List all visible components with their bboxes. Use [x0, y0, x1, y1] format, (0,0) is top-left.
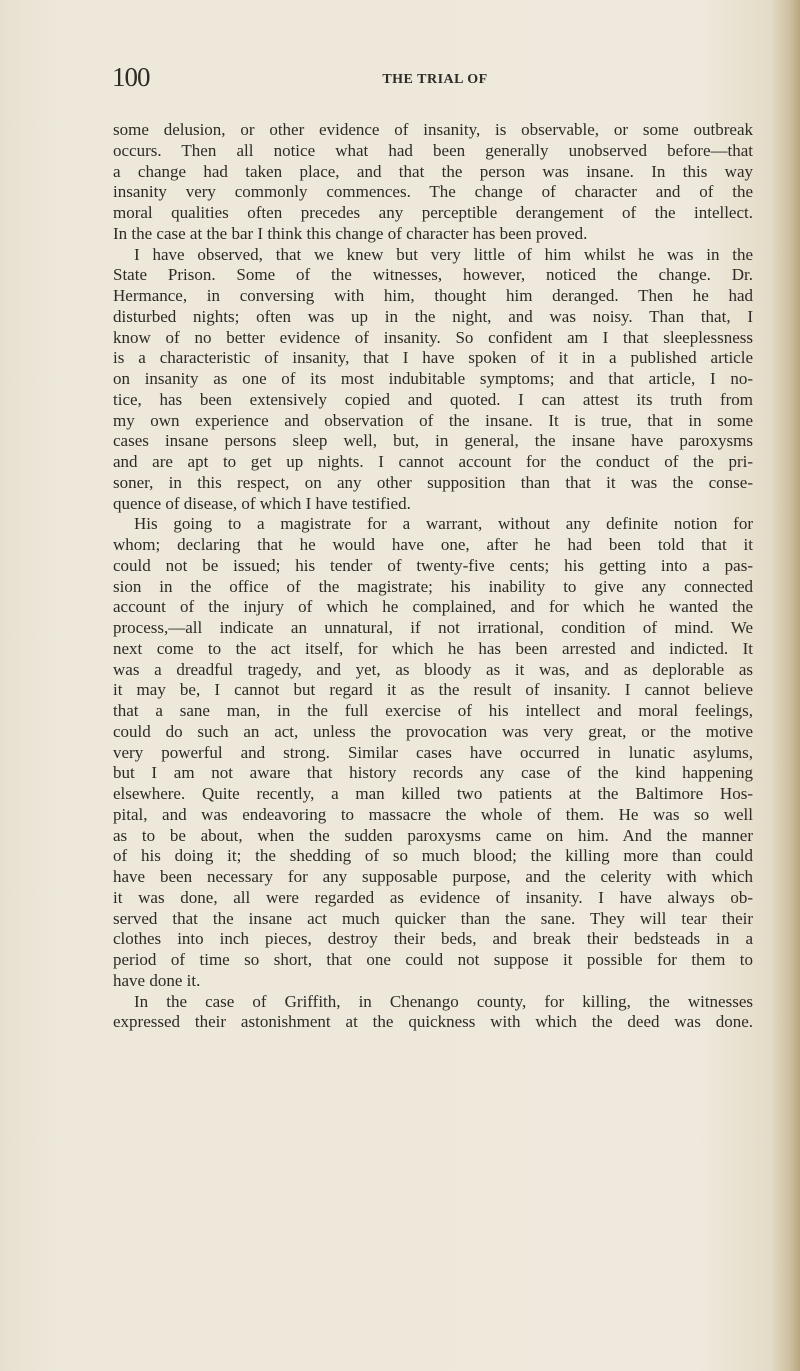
- text-line: whom; declaring that he would have one, after he had been told that it: [113, 535, 753, 554]
- text-line: sion in the office of the magistrate; his inability to give any connected: [113, 576, 753, 596]
- text-line: His going to a magistrate for a warrant, without any definite notion for: [134, 514, 753, 534]
- running-head: THE TRIAL OF: [382, 72, 488, 87]
- text-line: served that the insane act much quicker than the sane. They will tear their: [113, 908, 753, 928]
- text-line: as to be about, when the sudden paroxysms came on him. And the manner: [113, 825, 753, 845]
- text-line: my own experience and observation of the insane. It is true, that in some: [113, 410, 753, 430]
- body-text: [113, 120, 753, 1033]
- text-line: process,—all indicate an unnatural, if not irrational, condition of mind. We: [113, 618, 753, 637]
- text-line: is a characteristic of insanity, that I have spoken of it in a published article: [113, 348, 753, 368]
- text-line: have done it.: [113, 970, 201, 990]
- text-line: could do such an act, unless the provocation was very great, or the motive: [113, 721, 753, 741]
- text-line: Hermance, in conversing with him, thought him deranged. Then he had: [113, 286, 753, 305]
- text-line: occurs. Then all notice what had been generally unobserved before—that: [113, 140, 753, 160]
- text-line: could not be issued; his tender of twenty-five cents; his getting into a pas-: [113, 555, 753, 575]
- text-line: moral qualities often precedes any perceptible derangement of the intellect.: [113, 203, 753, 222]
- text-line: In the case at the bar I think this change of character has been proved.: [113, 223, 588, 243]
- text-line: elsewhere. Quite recently, a man killed two patients at the Baltimore Hos-: [113, 784, 753, 803]
- text-line: pital, and was endeavoring to massacre the whole of them. He was so well: [113, 804, 753, 824]
- text-line: of his doing it; the shedding of so much blood; the killing more than could: [113, 846, 753, 866]
- text-line: quence of disease, of which I have testified.: [113, 493, 411, 513]
- text-line: some delusion, or other evidence of insanity, is observable, or some outbreak: [113, 120, 753, 139]
- text-line: that a sane man, in the full exercise of his intellect and moral feelings,: [113, 701, 753, 720]
- text-line: know of no better evidence of insanity. So confident am I that sleeplessness: [113, 327, 753, 347]
- text-line: it may be, I cannot but regard it as the result of insanity. I cannot believe: [113, 680, 753, 700]
- text-line: State Prison. Some of the witnesses, however, noticed the change. Dr.: [113, 265, 753, 285]
- text-line: In the case of Griffith, in Chenango county, for killing, the witnesses: [134, 991, 753, 1011]
- text-line: and are apt to get up nights. I cannot account for the conduct of the pri-: [113, 452, 753, 471]
- text-line: on insanity as one of its most indubitable symptoms; and that article, I no-: [113, 369, 753, 388]
- text-line: expressed their astonishment at the quickness with which the deed was done.: [113, 1012, 753, 1032]
- text-line: have been necessary for any supposable purpose, and the celerity with which: [113, 867, 753, 886]
- text-line: period of time so short, that one could not suppose it possible for them to: [113, 950, 753, 969]
- text-line: cases insane persons sleep well, but, in general, the insane have paroxysms: [113, 431, 753, 451]
- text-line: very powerful and strong. Similar cases have occurred in lunatic asylums,: [113, 742, 753, 762]
- text-line: account of the injury of which he complained, and for which he wanted the: [113, 597, 753, 617]
- text-line: but I am not aware that history records any case of the kind happening: [113, 763, 753, 783]
- text-line: tice, has been extensively copied and quoted. I can attest its truth from: [113, 389, 753, 409]
- text-line: next come to the act itself, for which he has been arrested and indicted. It: [113, 638, 753, 658]
- text-line: soner, in this respect, on any other supposition than that it was the conse-: [113, 472, 753, 492]
- text-line: disturbed nights; often was up in the night, and was noisy. Than that, I: [113, 306, 753, 326]
- page-number: 100: [112, 62, 150, 92]
- text-line: clothes into inch pieces, destroy their beds, and break their bedsteads in a: [113, 929, 753, 949]
- text-line: was a dreadful tragedy, and yet, as bloody as it was, and as deplorable as: [113, 659, 753, 679]
- text-line: I have observed, that we knew but very little of him whilst he was in the: [134, 244, 753, 264]
- text-line: it was done, all were regarded as evidence of insanity. I have always ob-: [113, 887, 753, 907]
- text-line: insanity very commonly commences. The change of character and of the: [113, 182, 753, 202]
- text-line: a change had taken place, and that the person was insane. In this way: [113, 161, 753, 181]
